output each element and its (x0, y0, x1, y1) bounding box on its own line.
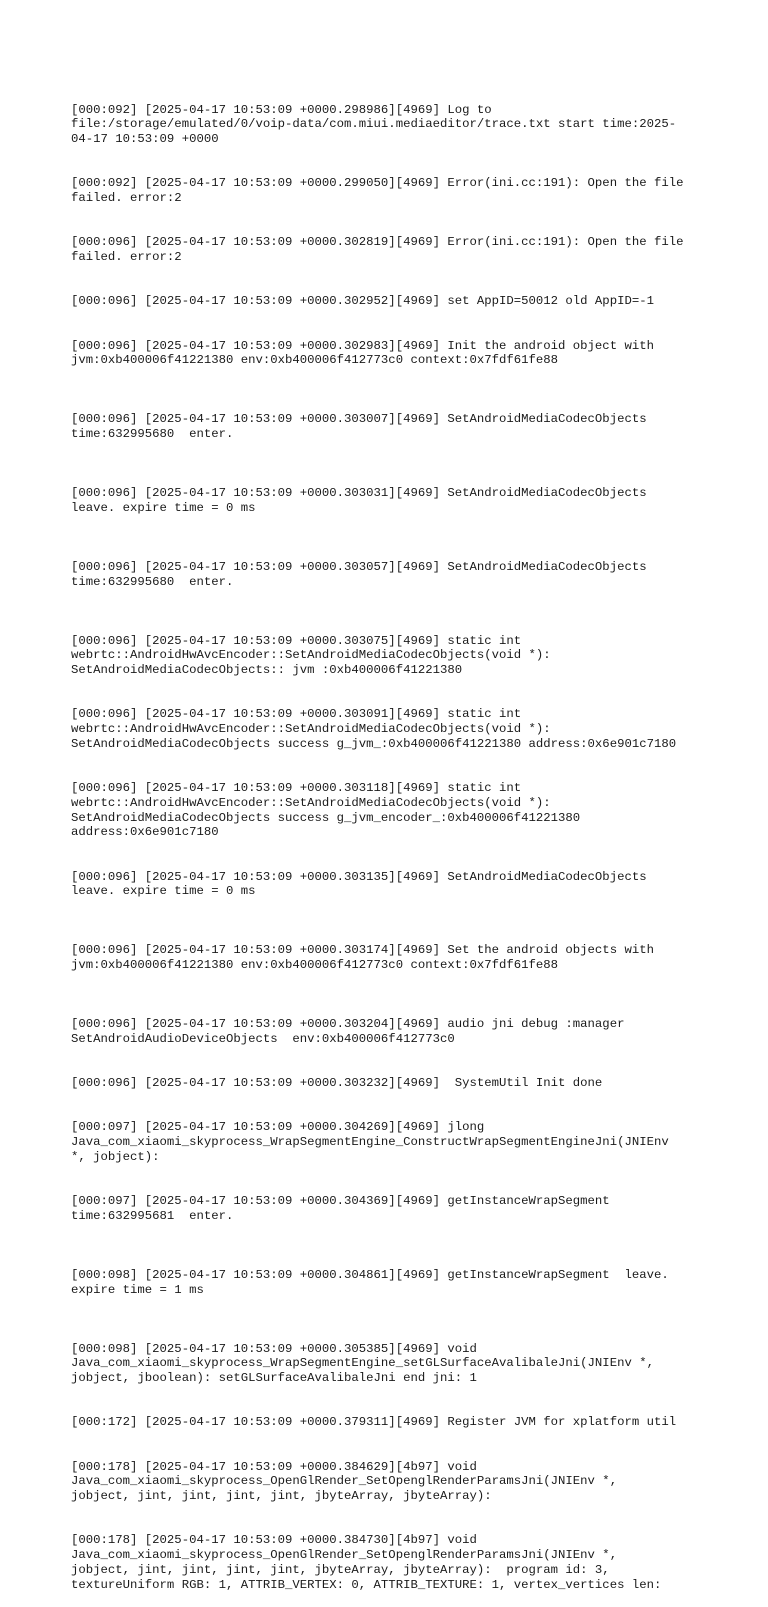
log-entry: [000:097] [2025-04-17 10:53:09 +0000.304369][4969] getInstanceWrapSegment time:632995681 enter. (71, 1194, 610, 1223)
log-entry: [000:096] [2025-04-17 10:53:09 +0000.302983][4969] Init the android object with jvm:0xb400006f41221380 env:0xb400006f412773c0 context:0x7fdf61fe88 (71, 338, 654, 368)
log-entry: [000:092] [2025-04-17 10:53:09 +0000.298986][4969] Log to file:/storage/emulated/0/voip-data/com.miui.mediaeditor/trace.txt start time:2025- 04-17 10:53:09 +0000 (71, 102, 677, 146)
log-entry: [000:096] [2025-04-17 10:53:09 +0000.303031][4969] SetAndroidMediaCodecObjects leave. expire time = 0 ms (71, 486, 647, 515)
log-entry: [000:096] [2025-04-17 10:53:09 +0000.303007][4969] SetAndroidMediaCodecObjects time:632995680 enter. (71, 412, 647, 441)
log-entry: [000:172] [2025-04-17 10:53:09 +0000.379311][4969] Register JVM for xplatform util (71, 1415, 677, 1430)
log-entry: [000:096] [2025-04-17 10:53:09 +0000.303174][4969] Set the android objects with jvm:0xb400006f41221380 env:0xb400006f412773c0 context:0x7fdf61fe88 (71, 943, 654, 972)
log-entry: [000:098] [2025-04-17 10:53:09 +0000.304861][4969] getInstanceWrapSegment leave. expire time = 1 ms (71, 1267, 669, 1297)
log-entry: [000:096] [2025-04-17 10:53:09 +0000.303118][4969] static int webrtc::AndroidHwAvcEncoder::SetAndroidMediaCodecObjects(void *): SetAndroidMediaCodecObjects success g_jvm_encoder_:0xb400006f41221380 address:0x6e901c7180 (71, 781, 581, 840)
log-entry: [000:098] [2025-04-17 10:53:09 +0000.305385][4969] void Java_com_xiaomi_skyprocess_WrapSegmentEngine_setGLSurfaceAvalibaleJni(JNIEnv *, jobject, jboolean): setGLSurfaceAvalibaleJni end jni: 1 (71, 1341, 654, 1385)
log-entry: [000:096] [2025-04-17 10:53:09 +0000.303204][4969] audio jni debug :manager SetAndroidAudioDeviceObjects env:0xb400006f412773c0 (71, 1017, 625, 1046)
log-entry: [000:096] [2025-04-17 10:53:09 +0000.302819][4969] Error(ini.cc:191): Open the file failed. error:2 (71, 235, 684, 264)
log-entry: [000:096] [2025-04-17 10:53:09 +0000.303075][4969] static int webrtc::AndroidHwAvcEncoder::SetAndroidMediaCodecObjects(void *): SetAndroidMediaCodecObjects:: jvm :0xb400006f41221380 (71, 633, 551, 677)
log-entry: [000:096] [2025-04-17 10:53:09 +0000.302952][4969] set AppID=50012 old AppID=-1 (71, 294, 654, 309)
log-entry: [000:096] [2025-04-17 10:53:09 +0000.303057][4969] SetAndroidMediaCodecObjects time:632995680 enter. (71, 559, 647, 589)
log-entry: [000:096] [2025-04-17 10:53:09 +0000.303232][4969] SystemUtil Init done (71, 1076, 603, 1090)
log-document (71, 73, 721, 1607)
log-entry: [000:092] [2025-04-17 10:53:09 +0000.299050][4969] Error(ini.cc:191): Open the file failed. error:2 (71, 176, 684, 205)
log-entry: [000:096] [2025-04-17 10:53:09 +0000.303091][4969] static int webrtc::AndroidHwAvcEncoder::SetAndroidMediaCodecObjects(void *): SetAndroidMediaCodecObjects success g_jvm_:0xb400006f41221380 address:0x6e901c7180 (71, 707, 677, 751)
log-entry: [000:178] [2025-04-17 10:53:09 +0000.384629][4b97] void Java_com_xiaomi_skyprocess_OpenGlRender_SetOpenglRenderParamsJni(JNIEnv *, jobject, jint, jint, jint, jint, jbyteArray, jbyteArray): (71, 1459, 618, 1503)
log-entry: [000:178] [2025-04-17 10:53:09 +0000.384730][4b97] void Java_com_xiaomi_skyprocess_OpenGlRender_SetOpenglRenderParamsJni(JNIEnv *, jobject, jint, jint, jint, jint, jbyteArray, jbyteArray): program id: 3, textureUniform RGB: 1, ATTRIB_VERTEX: 0, ATTRIB_TEXTURE: 1, vertex_vertices len: (71, 1533, 662, 1592)
log-entry: [000:097] [2025-04-17 10:53:09 +0000.304269][4969] jlong Java_com_xiaomi_skyprocess_WrapSegmentEngine_ConstructWrapSegmentEngineJni(JNIEnv *, jobject): (71, 1120, 669, 1164)
log-entry: [000:096] [2025-04-17 10:53:09 +0000.303135][4969] SetAndroidMediaCodecObjects leave. expire time = 0 ms (71, 869, 647, 899)
